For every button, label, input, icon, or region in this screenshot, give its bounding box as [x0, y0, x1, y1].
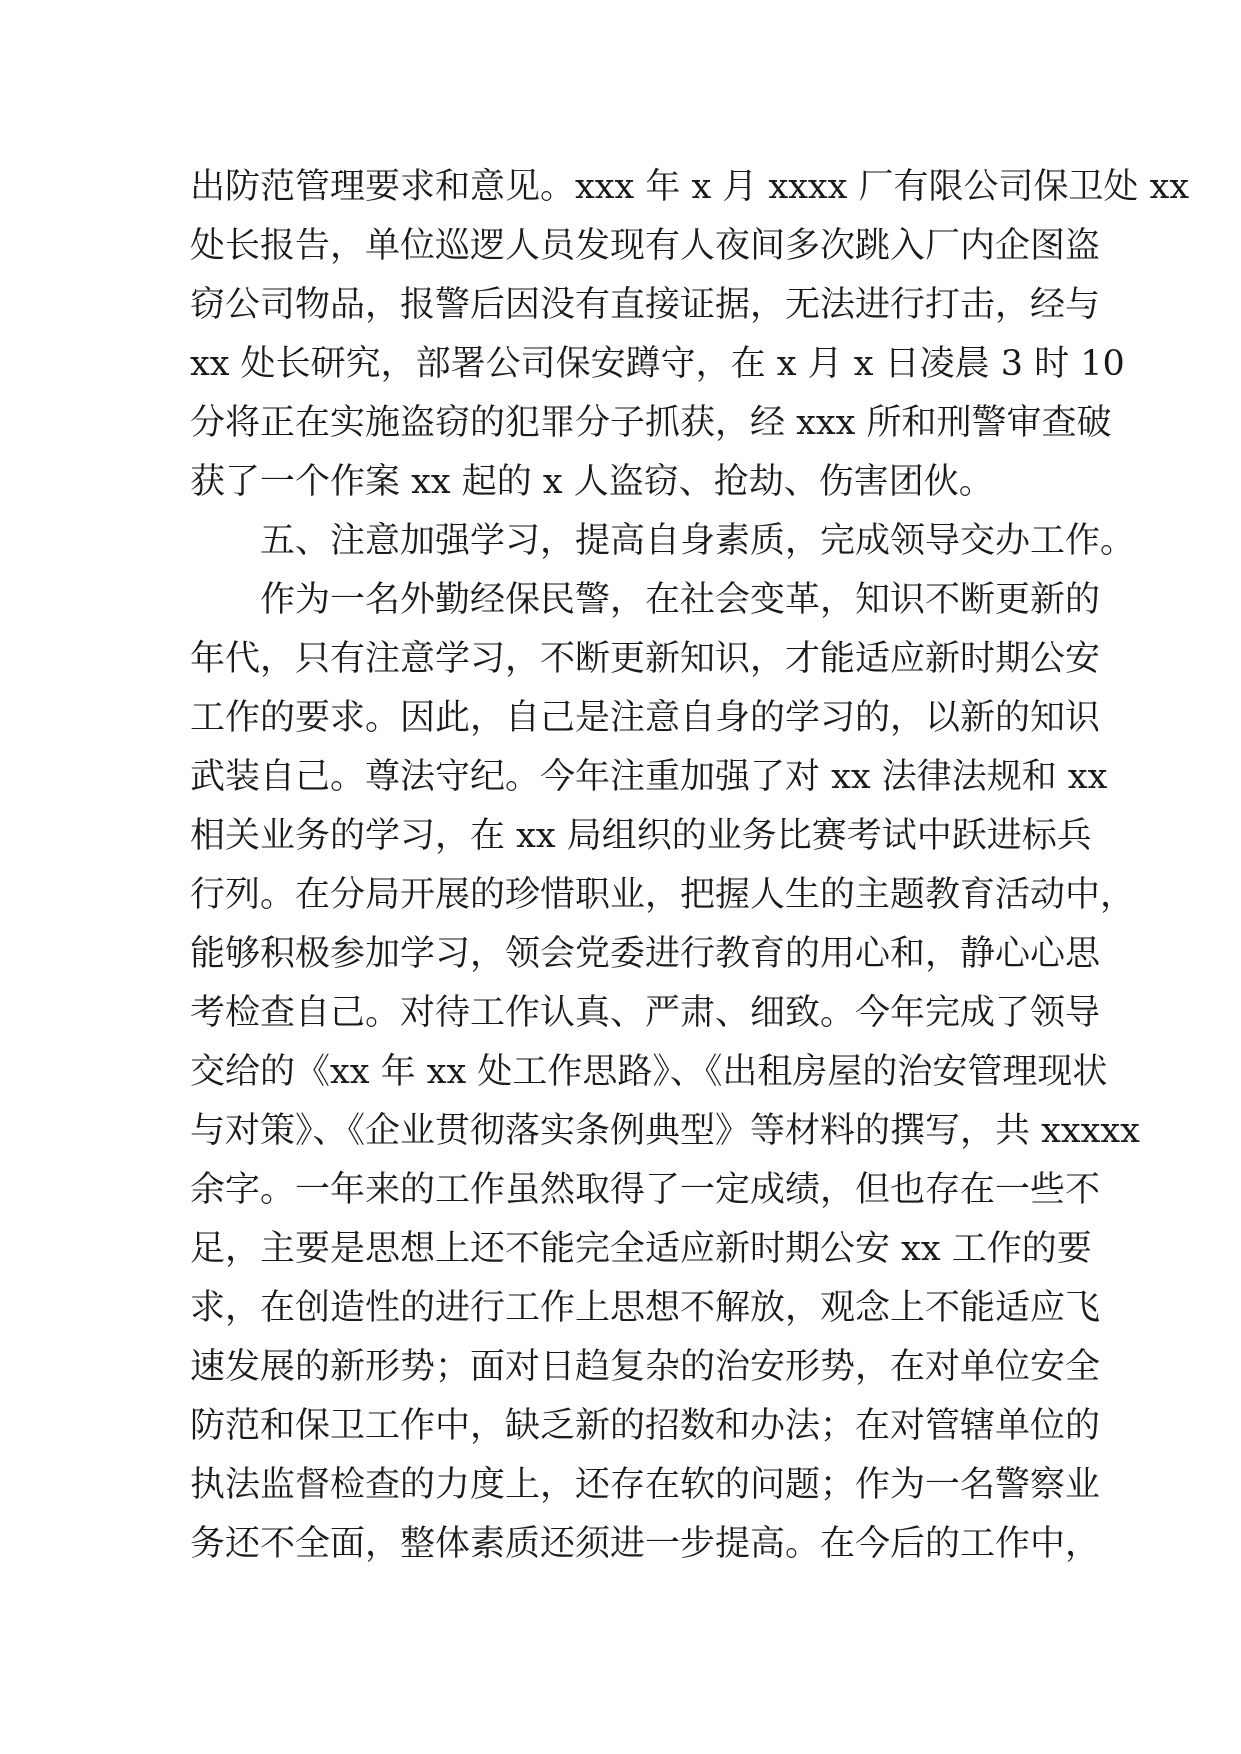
text-line: 考检查自己。对待工作认真、严肃、细致。今年完成了领导 [190, 993, 1101, 1033]
body-text [190, 158, 1190, 1574]
text-line: 求，在创造性的进行工作上思想不解放，观念上不能适应飞 [190, 1288, 1101, 1328]
text-line: 行列。在分局开展的珍惜职业，把握人生的主题教育活动中， [190, 875, 1136, 915]
text-line: 务还不全面，整体素质还须进一步提高。在今后的工作中， [190, 1524, 1101, 1564]
text-line: 窃公司物品，报警后因没有直接证据，无法进行打击，经与 [190, 285, 1101, 325]
text-line: 余字。一年来的工作虽然取得了一定成绩，但也存在一些不 [190, 1170, 1101, 1210]
section-heading: 五、注意加强学习，提高自身素质，完成领导交办工作。 [260, 521, 1136, 561]
text-line: 与对策》、《企业贯彻落实条例典型》等材料的撰写，共 xxxxx [190, 1111, 1140, 1151]
text-line: 速发展的新形势；面对日趋复杂的治安形势，在对单位安全 [190, 1347, 1101, 1387]
text-line: 作为一名外勤经保民警，在社会变革，知识不断更新的 [260, 580, 1101, 620]
text-line: 相关业务的学习，在 xx 局组织的业务比赛考试中跃进标兵 [190, 816, 1092, 856]
text-line: 工作的要求。因此，自己是注意自身的学习的，以新的知识 [190, 698, 1101, 738]
text-line: 处长报告，单位巡逻人员发现有人夜间多次跳入厂内企图盗 [190, 226, 1101, 266]
text-line: 分将正在实施盗窃的犯罪分子抓获，经 xxx 所和刑警审查破 [190, 403, 1112, 443]
text-line: 能够积极参加学习，领会党委进行教育的用心和，静心心思 [190, 934, 1101, 974]
text-line: 交给的《xx 年 xx 处工作思路》、《出租房屋的治安管理现状 [190, 1052, 1108, 1092]
text-line: 足，主要是思想上还不能完全适应新时期公安 xx 工作的要 [190, 1229, 1092, 1269]
text-line: 获了一个作案 xx 起的 x 人盗窃、抢劫、伤害团伙。 [190, 462, 994, 502]
text-line: xx 处长研究，部署公司保安蹲守，在 x 月 x 日凌晨 3 时 10 [190, 344, 1125, 384]
text-line: 出防范管理要求和意见。xxx 年 x 月 xxxx 厂有限公司保卫处 xx [190, 167, 1190, 207]
text-line: 防范和保卫工作中，缺乏新的招数和办法；在对管辖单位的 [190, 1406, 1101, 1446]
text-line: 年代，只有注意学习，不断更新知识，才能适应新时期公安 [190, 639, 1101, 679]
text-line: 执法监督检查的力度上，还存在软的问题；作为一名警察业 [190, 1465, 1101, 1505]
text-line: 武装自己。尊法守纪。今年注重加强了对 xx 法律法规和 xx [190, 757, 1108, 797]
